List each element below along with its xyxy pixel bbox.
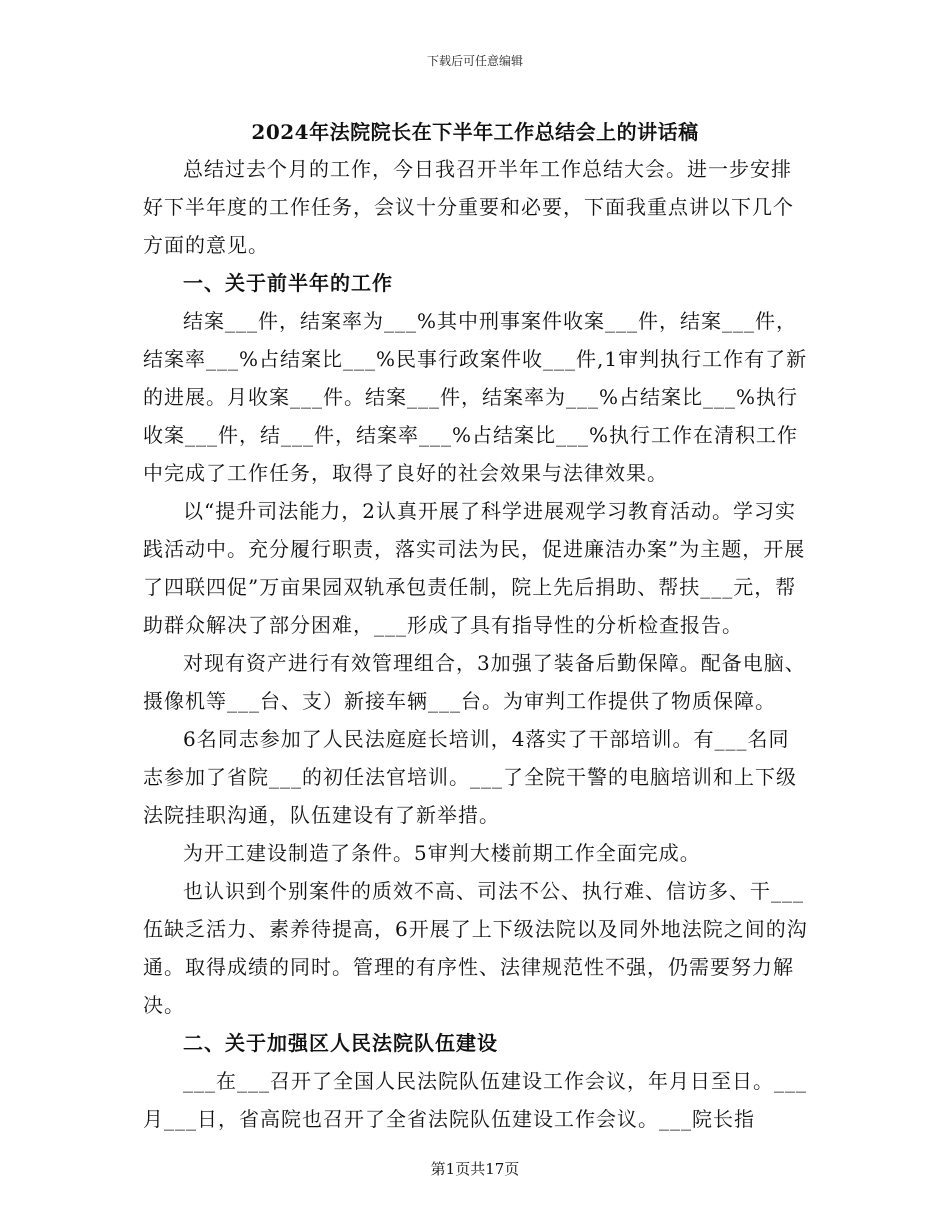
section-heading: 一、关于前半年的工作 [183, 271, 393, 295]
page-footer: 第1页共17页 [430, 1160, 520, 1178]
document-body [143, 150, 808, 1138]
paragraph: 也认识到个别案件的质效不高、司法不公、执行难、信访多、干___伍缺乏活力、素养待提高，6开展了上下级法院以及同外地法院之间的沟通。取得成绩的同时。管理的有序性、法律规范性不强，仍需要努力解决。 [143, 879, 808, 1017]
section-heading: 二、关于加强区人民法院队伍建设 [183, 1031, 498, 1055]
document-title: 2024年法院院长在下半年工作总结会上的讲话稿 [251, 120, 699, 144]
paragraph: 结案___件，结案率为___%其中刑事案件收案___件，结案___件，结案率___%占结案比___%民事行政案件收___件,1审判执行工作有了新的进展。月收案___件。结案___件，结案率为___%占结案比___%执行收案___件，结___件，结案率___%占结案比___%执行工作在清积工作中完成了工作任务，取得了良好的社会效果与法律效果。 [143, 309, 808, 485]
paragraph: ___在___召开了全国人民法院队伍建设工作会议，年月日至日。___月___日，省高院也召开了全省法院队伍建设工作会议。___院长指 [143, 1069, 807, 1131]
paragraph: 总结过去个月的工作，今日我召开半年工作总结大会。进一步安排好下半年度的工作任务，会议十分重要和必要，下面我重点讲以下几个方面的意见。 [143, 157, 794, 257]
paragraph: 6名同志参加了人民法庭庭长培训，4落实了干部培训。有___名同志参加了省院___的初任法官培训。___了全院干警的电脑培训和上下级法院挂职沟通，队伍建设有了新举措。 [143, 727, 797, 827]
header-note: 下载后可任意编辑 [426, 54, 523, 68]
paragraph: 以“提升司法能力，2认真开展了科学进展观学习教育活动。学习实践活动中。充分履行职责，落实司法为民，促进廉洁办案”为主题，开展了四联四促”万亩果园双轨承包责任制，院上先后捐助、帮扶___元，帮助群众解决了部分困难，___形成了具有指导性的分析检查报告。 [143, 499, 806, 637]
paragraph: 对现有资产进行有效管理组合，3加强了装备后勤保障。配备电脑、摄像机等___台、支）新接车辆___台。为审判工作提供了物质保障。 [143, 651, 806, 713]
paragraph: 为开工建设制造了条件。5审判大楼前期工作全面完成。 [183, 841, 701, 865]
